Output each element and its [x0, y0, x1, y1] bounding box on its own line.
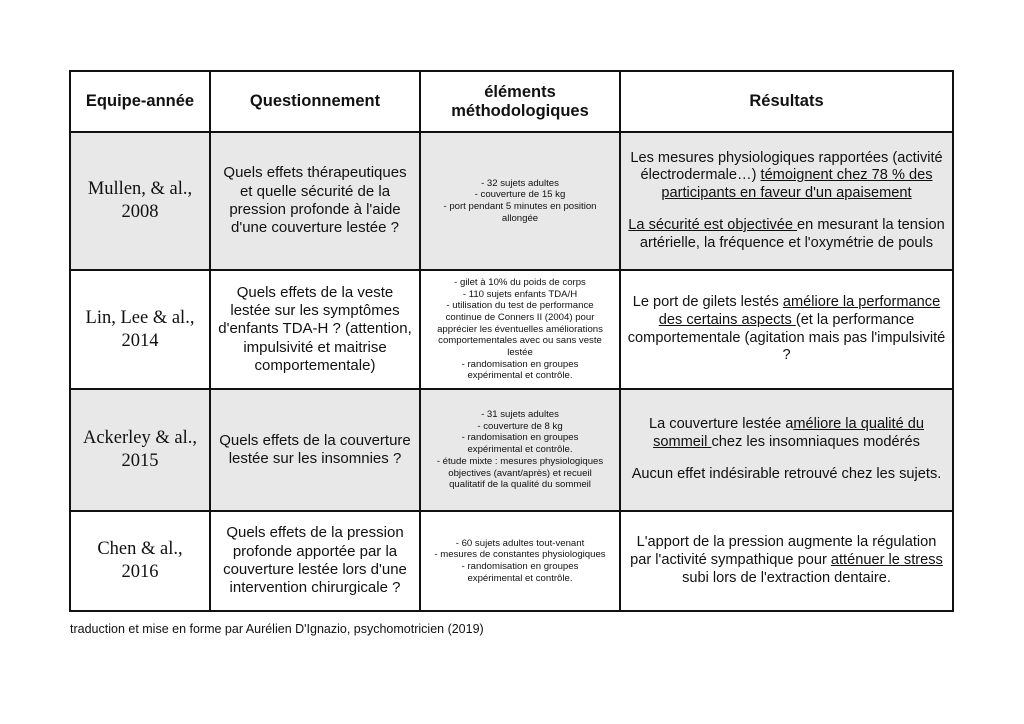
header-methods-line1: éléments: [484, 82, 556, 101]
team-name: Chen & al.,: [97, 539, 183, 560]
studies-table: [69, 70, 954, 612]
header-row: [70, 71, 953, 132]
team-year: 2015: [121, 451, 159, 471]
method-item: - randomisation en groupes expérimental et contrôle.: [461, 358, 579, 382]
team-year-cell: [70, 511, 210, 611]
method-item: - 32 sujets adultes: [481, 177, 559, 189]
method-item: - étude mixte : mesures physiologiques objectives (avant/après) et recueil qualitatif de la qualité du sommeil: [436, 455, 604, 491]
team-year: 2014: [121, 330, 159, 351]
method-item: - 60 sujets adultes tout-venant: [455, 537, 585, 549]
method-item: - couverture de 8 kg: [477, 420, 563, 432]
result-text: en mesurant la tension artérielle, la fréquence et l'oxymétrie de pouls: [639, 216, 945, 251]
result-underlined: améliore la performance des certains aspects: [658, 293, 941, 328]
question-cell: Quels effets de la pression profonde apportée par la couverture lestée lors d'une intervention chirurgicale ?: [210, 511, 420, 611]
credit-line: traduction et mise en forme par Aurélien D'Ignazio, psychomotricien (2019): [70, 622, 484, 636]
method-item: - randomisation en groupes expérimental et contrôle.: [461, 561, 579, 584]
team-name: Ackerley & al.,: [82, 428, 198, 449]
methods-cell: [420, 270, 620, 389]
team-name: Mullen, & al.,: [87, 179, 193, 200]
result-text: subi lors de l'extraction dentaire.: [682, 569, 891, 586]
result-underlined: méliore la qualité du sommeil: [653, 416, 925, 451]
result-text: chez les insomniaques modérés: [711, 434, 920, 451]
result-text: Aucun effet indésirable retrouvé chez les sujets.: [631, 465, 942, 482]
method-item: - 110 sujets enfants TDA/H: [462, 288, 578, 300]
result-text: Les mesures physiologiques rapportées (activité électrodermale…): [630, 149, 943, 184]
table-row: [70, 511, 953, 611]
method-item: - randomisation en groupes expérimental et contrôle.: [461, 432, 579, 456]
method-item: - mesures de constantes physiologiques: [434, 549, 606, 561]
methods-cell: [420, 511, 620, 611]
question-cell: Quels effets thérapeutiques et quelle sécurité de la pression profonde à l'aide d'une couverture lestée ?: [210, 132, 420, 270]
team-year-cell: [70, 132, 210, 270]
methods-cell: [420, 389, 620, 511]
results-cell: [620, 270, 953, 389]
results-cell: [620, 389, 953, 511]
method-item: - couverture de 15 kg: [474, 189, 566, 201]
method-item: - port pendant 5 minutes en position allongée: [443, 201, 597, 224]
results-cell: [620, 511, 953, 611]
header-team-year: Equipe-année: [70, 71, 210, 132]
result-text: La couverture lestée a: [648, 416, 794, 433]
team-year: 2008: [121, 202, 159, 222]
result-text: Le port de gilets lestés: [632, 293, 783, 310]
table-row: [70, 132, 953, 270]
header-methods: [420, 71, 620, 132]
team-year-cell: [70, 270, 210, 389]
team-year: 2016: [121, 562, 159, 582]
header-question: Questionnement: [210, 71, 420, 132]
question-cell: Quels effets de la couverture lestée sur les insomnies ?: [210, 389, 420, 511]
result-underlined: atténuer le stress: [830, 552, 943, 569]
result-text: (et la performance comportementale (agitation mais pas l'impulsivité ?: [627, 311, 946, 364]
results-cell: [620, 132, 953, 270]
header-methods-line2: méthodologiques: [451, 101, 589, 120]
result-text: L'apport de la pression augmente la régulation par l'activité sympathique pour: [630, 534, 937, 569]
team-year-cell: [70, 389, 210, 511]
method-item: - 31 sujets adultes: [481, 409, 559, 421]
methods-cell: [420, 132, 620, 270]
result-underlined: témoignent chez 78 % des participants en faveur d'un apaisement: [661, 167, 933, 202]
header-results: Résultats: [620, 71, 953, 132]
table-row: [70, 270, 953, 389]
method-item: - utilisation du test de performance continue de Conners II (2004) pour apprécier les éventuelles améliorations comportementales avec ou sans veste lestée: [437, 300, 603, 359]
table-row: [70, 389, 953, 511]
result-underlined: La sécurité est objectivée: [628, 216, 798, 233]
team-name: Lin, Lee & al.,: [85, 307, 195, 328]
method-item: - gilet à 10% du poids de corps: [454, 276, 586, 288]
question-cell: Quels effets de la veste lestée sur les symptômes d'enfants TDA-H ? (attention, impulsivité et maitrise comportementale): [210, 270, 420, 389]
